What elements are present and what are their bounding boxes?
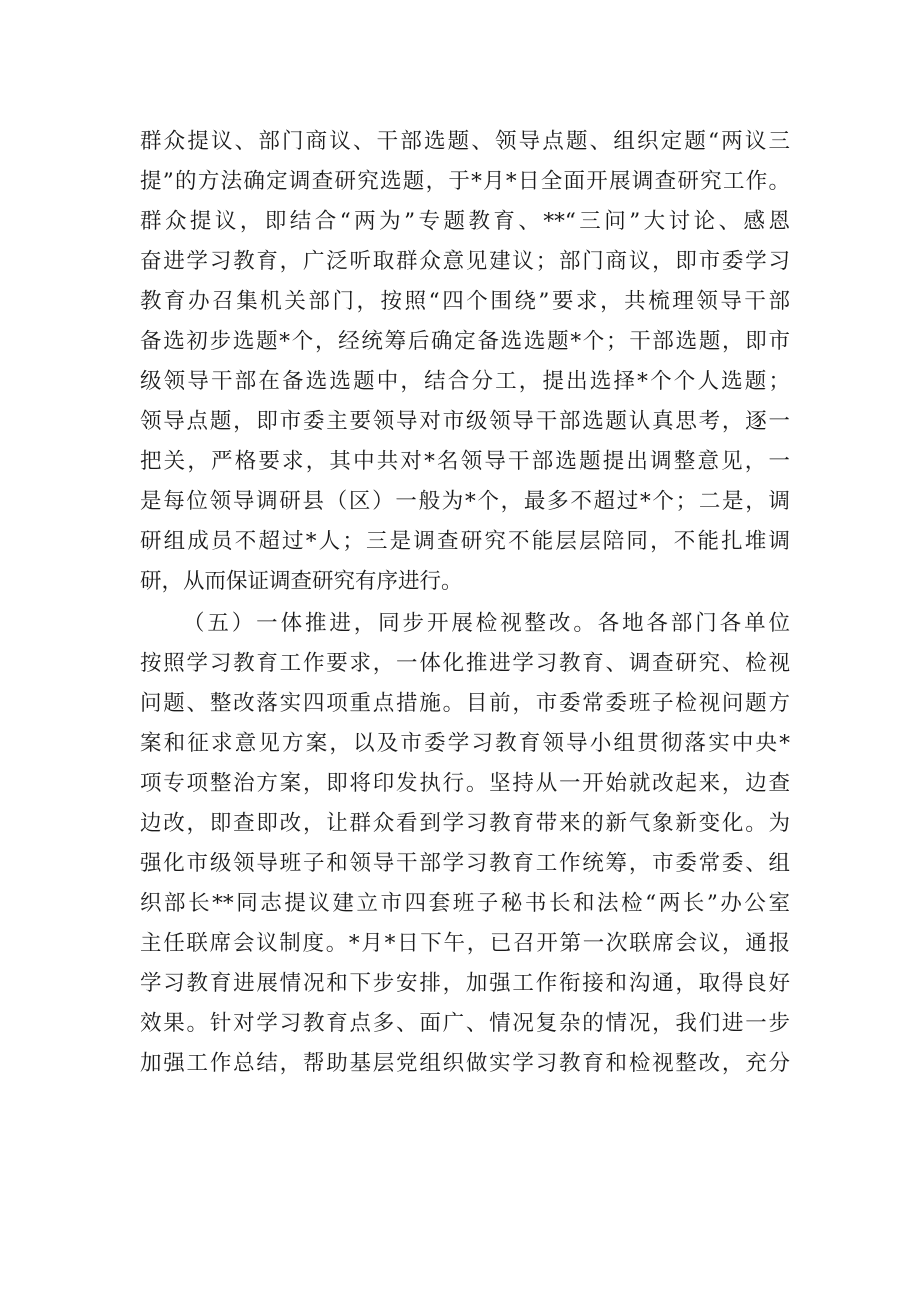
paragraph-2: [140, 604, 790, 1084]
text-line: 把关，严格要求，其中共对*名领导干部选题提出调整意见，一: [140, 449, 790, 474]
text-line: 领导点题，即市委主要领导对市级领导干部选题认真思考，逐一: [140, 409, 790, 434]
text-line: 学习教育进展情况和下步安排，加强工作衔接和沟通，取得良好: [140, 971, 790, 996]
text-line: 群众提议，即结合“两为”专题教育、**“三问”大讨论、感恩: [140, 209, 790, 234]
text-line: 加强工作总结，帮助基层党组织做实学习教育和检视整改，充分: [140, 1051, 790, 1076]
document-body: [140, 122, 790, 1084]
text-line: 主任联席会议制度。*月*日下午，已召开第一次联席会议，通报: [140, 931, 790, 956]
text-line: 织部长**同志提议建立市四套班子秘书长和法检“两长”办公室: [140, 891, 790, 916]
text-line: 项专项整治方案，即将印发执行。坚持从一开始就改起来，边查: [140, 771, 790, 796]
text-line: 问题、整改落实四项重点措施。目前，市委常委班子检视问题方: [140, 691, 790, 716]
text-line: 备选初步选题*个，经统筹后确定备选选题*个；干部选题，即市: [140, 329, 790, 354]
text-line: 按照学习教育工作要求，一体化推进学习教育、调查研究、检视: [140, 651, 790, 676]
text-line: 案和征求意见方案，以及市委学习教育领导小组贯彻落实中央*: [140, 731, 790, 756]
text-line: 教育办召集机关部门，按照“四个围绕”要求，共梳理领导干部: [140, 289, 790, 314]
text-line: （五）一体推进，同步开展检视整改。各地各部门各单位: [183, 611, 790, 636]
text-line: 强化市级领导班子和领导干部学习教育工作统筹，市委常委、组: [140, 851, 790, 876]
paragraph-1: [140, 122, 790, 602]
text-line: 级领导干部在备选选题中，结合分工，提出选择*个个人选题；: [140, 369, 790, 394]
text-line: 效果。针对学习教育点多、面广、情况复杂的情况，我们进一步: [140, 1011, 790, 1036]
text-line: 奋进学习教育，广泛听取群众意见建议；部门商议，即市委学习: [140, 249, 790, 274]
text-line: 研组成员不超过*人；三是调查研究不能层层陪同，不能扎堆调: [140, 529, 790, 554]
text-line: 边改，即查即改，让群众看到学习教育带来的新气象新变化。为: [140, 811, 790, 836]
text-line: 研，从而保证调查研究有序进行。: [140, 569, 463, 594]
text-line: 是每位领导调研县（区）一般为*个，最多不超过*个；二是，调: [140, 489, 790, 514]
text-line: 提”的方法确定调查研究选题，于*月*日全面开展调查研究工作。: [140, 169, 790, 194]
text-line: 群众提议、部门商议、干部选题、领导点题、组织定题“两议三: [140, 129, 790, 154]
